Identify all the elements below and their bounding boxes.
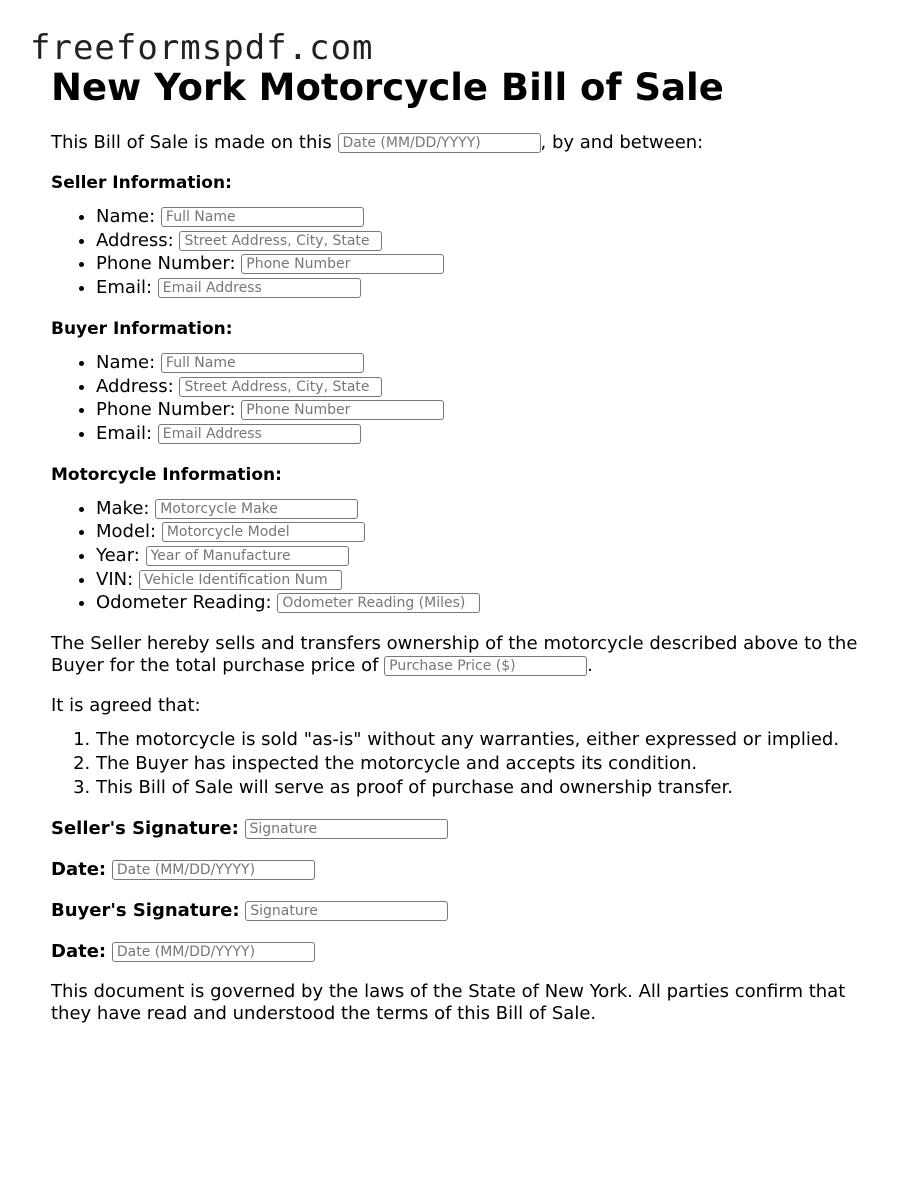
buyer-phone-field[interactable]: [241, 400, 444, 420]
agreed-intro: It is agreed that:: [51, 695, 201, 717]
seller-name-label: Name:: [96, 206, 156, 227]
odometer-label: Odometer Reading:: [96, 592, 272, 614]
motorcycle-heading: Motorcycle Information:: [51, 464, 282, 485]
list-item: 1. The motorcycle is sold "as-is" without any warranties, either expressed or implied.: [96, 728, 881, 752]
purchase-price-field[interactable]: [384, 656, 587, 676]
seller-date-label: Date:: [51, 859, 107, 881]
seller-phone-label: Phone Number:: [96, 253, 236, 275]
seller-signature-field[interactable]: [245, 819, 448, 839]
vin-field[interactable]: [139, 570, 342, 590]
list-item: [96, 252, 881, 276]
buyer-email-label: Email:: [96, 422, 153, 444]
list-item: [96, 591, 881, 615]
governing-law-paragraph: This document is governed by the laws of the State of New York. All parties confirm that they have read and understood the terms of this Bill of Sale.: [51, 981, 846, 1025]
watermark: freeformspdf.com: [30, 28, 374, 68]
list-item: [96, 229, 881, 253]
seller-name-field[interactable]: [161, 207, 364, 227]
seller-email-label: Email:: [96, 277, 153, 299]
buyer-name-label: Name:: [96, 351, 156, 373]
buyer-email-field[interactable]: [158, 424, 361, 444]
list-item: 2. The Buyer has inspected the motorcycle and accepts its condition.: [96, 752, 881, 776]
vin-label: VIN:: [96, 568, 134, 590]
make-field[interactable]: [155, 499, 358, 519]
list-item: [96, 497, 881, 521]
intro-paragraph: [51, 132, 881, 154]
page-title: New York Motorcycle Bill of Sale: [51, 66, 724, 109]
seller-phone-field[interactable]: [241, 254, 444, 274]
buyer-date-label: Date:: [51, 941, 107, 963]
sale-text: The Seller hereby sells and transfers ownership of the motorcycle described above to the Buyer for the total purchase price of: [51, 633, 858, 677]
intro-after-text: , by and between:: [540, 132, 704, 153]
seller-date-field[interactable]: [112, 860, 315, 880]
year-field[interactable]: [146, 546, 349, 566]
model-label: Model:: [96, 521, 157, 543]
list-item: [96, 276, 881, 300]
list-item: [96, 520, 881, 544]
buyer-signature-row: [51, 900, 881, 922]
intro-text: This Bill of Sale is made on this: [51, 132, 332, 153]
list-item: [96, 422, 881, 446]
sale-paragraph: [51, 633, 881, 677]
buyer-signature-label: Buyer's Signature:: [51, 900, 240, 922]
list-item: 3. This Bill of Sale will serve as proof of purchase and ownership transfer.: [96, 776, 881, 800]
list-item: [96, 351, 881, 375]
buyer-list: [51, 351, 881, 446]
buyer-date-field[interactable]: [112, 942, 315, 962]
sale-date-field[interactable]: [338, 133, 541, 153]
buyer-phone-label: Phone Number:: [96, 399, 236, 421]
seller-address-field[interactable]: [179, 231, 382, 251]
list-item: [96, 205, 881, 229]
list-item: [96, 568, 881, 592]
buyer-name-field[interactable]: [161, 353, 364, 373]
list-item: [96, 375, 881, 399]
seller-heading: Seller Information:: [51, 173, 232, 193]
seller-address-label: Address:: [96, 229, 174, 251]
seller-list: [51, 205, 881, 300]
seller-signature-label: Seller's Signature:: [51, 818, 239, 840]
buyer-address-label: Address:: [96, 375, 174, 397]
seller-email-field[interactable]: [158, 278, 361, 298]
list-item: [96, 398, 881, 422]
terms-list: [51, 728, 881, 799]
buyer-signature-field[interactable]: [245, 901, 448, 921]
buyer-address-field[interactable]: [179, 377, 382, 397]
sale-end: .: [587, 655, 593, 677]
model-field[interactable]: [162, 522, 365, 542]
document: [51, 66, 881, 1025]
buyer-heading: Buyer Information:: [51, 318, 233, 339]
odometer-field[interactable]: [277, 593, 480, 613]
seller-date-row: [51, 859, 881, 881]
list-item: [96, 544, 881, 568]
year-label: Year:: [96, 545, 140, 567]
seller-signature-row: [51, 818, 881, 840]
make-label: Make:: [96, 497, 150, 519]
buyer-date-row: [51, 941, 881, 963]
motorcycle-list: [51, 497, 881, 616]
